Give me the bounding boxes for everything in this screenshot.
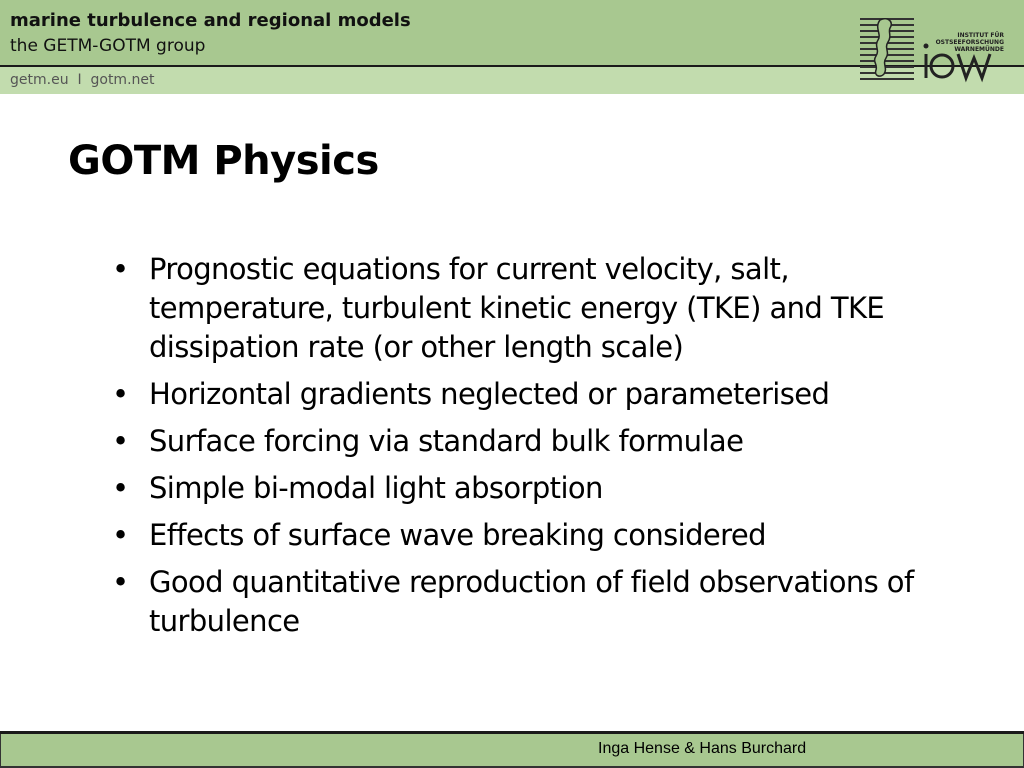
bullet-dot-icon: • — [112, 252, 129, 286]
header-title: marine turbulence and regional models — [10, 10, 411, 31]
bullet-dot-icon: • — [112, 565, 129, 599]
bullet-text: Horizontal gradients neglected or parameterised — [149, 377, 830, 411]
bullet-list — [112, 250, 952, 649]
institute-line: WARNEMÜNDE — [954, 46, 1004, 53]
bullet-item — [112, 516, 952, 555]
iow-logo — [858, 14, 1018, 86]
bullet-dot-icon: • — [112, 377, 129, 411]
bullet-text: Surface forcing via standard bulk formulae — [149, 424, 744, 458]
bullet-item — [112, 375, 952, 414]
bullet-item — [112, 469, 952, 508]
bullet-item — [112, 250, 952, 367]
bullet-dot-icon: • — [112, 471, 129, 505]
bullet-text: Simple bi-modal light absorption — [149, 471, 603, 505]
institute-name — [914, 32, 1004, 53]
bullet-item — [112, 422, 952, 461]
bullet-text: Prognostic equations for current velocity, salt, temperature, turbulent kinetic energy (TKE) and TKE dissipation rate (or other length scale) — [149, 252, 885, 364]
header-links[interactable]: getm.eu I gotm.net — [10, 72, 155, 88]
bullet-dot-icon: • — [112, 424, 129, 458]
header-subtitle: the GETM-GOTM group — [10, 36, 206, 56]
bullet-text: Good quantitative reproduction of field observations of turbulence — [149, 565, 914, 638]
bullet-item — [112, 563, 952, 641]
slide-title: GOTM Physics — [68, 138, 379, 184]
institute-line: INSTITUT FÜR — [957, 32, 1004, 39]
bullet-dot-icon: • — [112, 518, 129, 552]
institute-line: OSTSEEFORSCHUNG — [935, 39, 1004, 46]
bullet-text: Effects of surface wave breaking considered — [149, 518, 766, 552]
footer-bar — [0, 734, 1024, 768]
footer-authors: Inga Hense & Hans Burchard — [598, 740, 807, 757]
